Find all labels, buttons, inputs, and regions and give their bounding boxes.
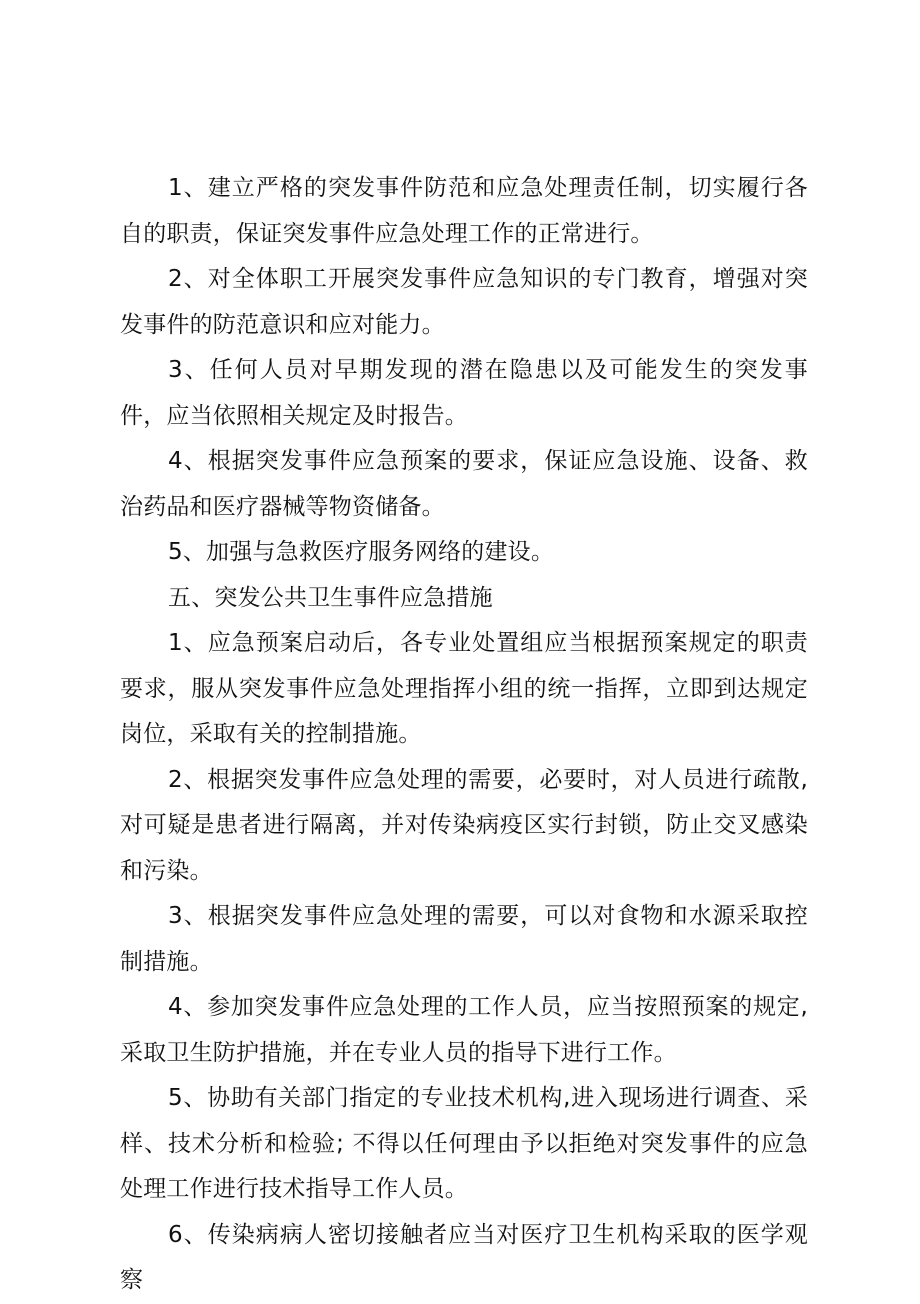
paragraph-protective-measures: 4、参加突发事件应急处理的工作人员，应当按照预案的规定,采取卫生防护措施，并在专业人员的指导下进行工作。: [120, 994, 808, 1066]
section-heading-emergency-measures: 五、突发公共卫生事件应急措施: [168, 584, 493, 611]
paragraph-evacuation-isolation: 2、根据突发事件应急处理的需要，必要时，对人员进行疏散,对可疑是患者进行隔离，并对传染病疫区实行封锁，防止交叉感染和污染。: [120, 766, 808, 884]
paragraph-emergency-network: 5、加强与急救医疗服务网络的建设。: [168, 539, 555, 565]
paragraph-food-water-control: 3、根据突发事件应急处理的需要，可以对食物和水源采取控制措施。: [120, 903, 808, 975]
paragraph-staff-education: 2、对全体职工开展突发事件应急知识的专门教育，增强对突发事件的防范意识和应对能力。: [120, 266, 808, 338]
paragraph-technical-investigation: 5、协助有关部门指定的专业技术机构,进入现场进行调查、采样、技术分析和检验; 不得以任何理由予以拒绝对突发事件的应急处理工作进行技术指导工作人员。: [120, 1085, 808, 1202]
paragraph-close-contacts: 6、传染病病人密切接触者应当对医疗卫生机构采取的医学观察: [120, 1221, 808, 1293]
paragraph-plan-activation: 1、应急预案启动后，各专业处置组应当根据预案规定的职责要求，服从突发事件应急处理指挥小组的统一指挥，立即到达规定岗位，采取有关的控制措施。: [120, 630, 808, 747]
paragraph-responsibility-system: 1、建立严格的突发事件防范和应急处理责任制，切实履行各自的职责，保证突发事件应急处理工作的正常进行。: [120, 175, 808, 247]
paragraph-material-reserve: 4、根据突发事件应急预案的要求，保证应急设施、设备、救治药品和医疗器械等物资储备。: [120, 448, 808, 520]
paragraph-timely-report: 3、任何人员对早期发现的潜在隐患以及可能发生的突发事件，应当依照相关规定及时报告。: [120, 357, 808, 429]
